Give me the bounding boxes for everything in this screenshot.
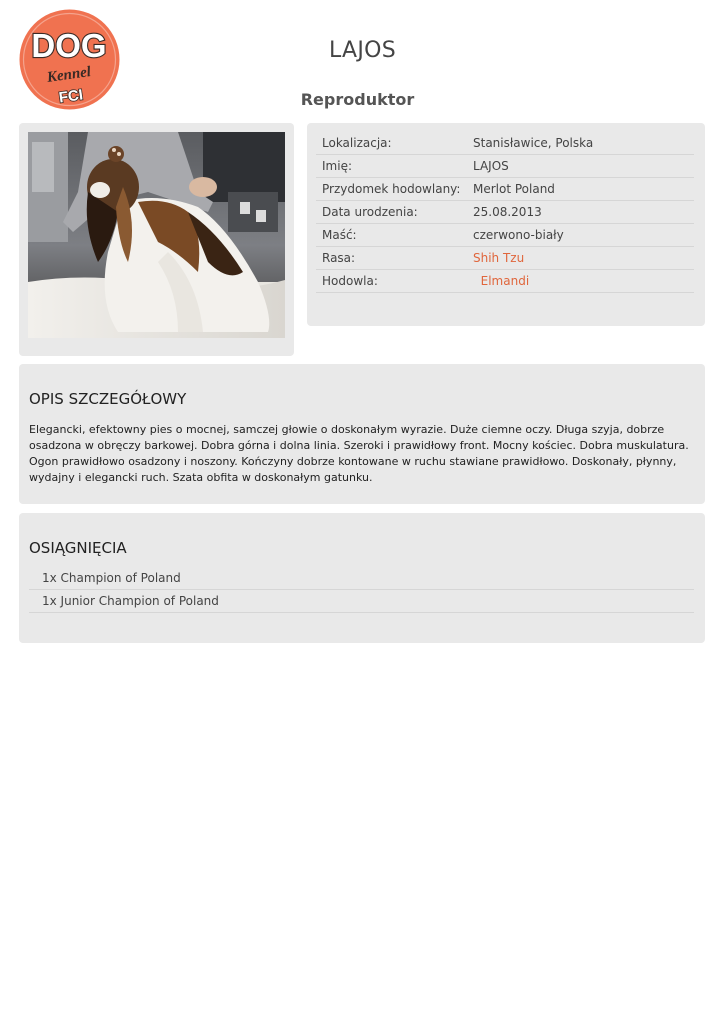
breed-link[interactable]: Shih Tzu bbox=[473, 251, 525, 265]
details-value: Merlot Poland bbox=[467, 178, 694, 201]
achievements-title: OSIĄGNIĘCIA bbox=[29, 539, 127, 557]
page-subtitle: Reproduktor bbox=[300, 90, 415, 109]
details-value bbox=[467, 247, 694, 270]
achievements-panel bbox=[19, 513, 705, 643]
details-row-kennel-name bbox=[316, 178, 694, 201]
details-label: Imię: bbox=[316, 155, 467, 178]
achievement-item: 1x Junior Champion of Poland bbox=[29, 590, 694, 613]
details-label: Lokalizacja: bbox=[316, 132, 467, 155]
description-panel bbox=[19, 364, 705, 504]
details-panel bbox=[307, 123, 705, 326]
details-value: Stanisławice, Polska bbox=[467, 132, 694, 155]
description-text: Elegancki, efektowny pies o mocnej, samczej głowie o doskonałym wyrazie. Duże ciemne oczy. Długa szyja, dobrze osadzona w obręczy barkowej. Dobra górna i dolna linia. Szeroki i prawidłowy front. Mocny kościec. Dobra muskulatura. Ogon prawidłowo osadzony i noszony. Kończyny dobrze kontowane w ruchu stawiane prawidłowo. Doskonały, płynny, wydajny i elegancki ruch. Szata obfita w doskonałym gatunku. bbox=[29, 423, 689, 484]
details-row-breed bbox=[316, 247, 694, 270]
details-value: LAJOS bbox=[467, 155, 694, 178]
details-row-location bbox=[316, 132, 694, 155]
description-title: OPIS SZCZEGÓŁOWY bbox=[29, 390, 187, 408]
logo-text-middle: Kennel bbox=[46, 64, 92, 86]
details-label: Data urodzenia: bbox=[316, 201, 467, 224]
details-row-color bbox=[316, 224, 694, 247]
logo-text-top: DOG bbox=[31, 27, 107, 64]
details-row-birth-date bbox=[316, 201, 694, 224]
details-label: Rasa: bbox=[316, 247, 467, 270]
photo-panel bbox=[19, 123, 294, 356]
details-value bbox=[467, 270, 694, 293]
kennel-link[interactable]: Elmandi bbox=[480, 274, 530, 288]
details-row-name bbox=[316, 155, 694, 178]
logo-text-bottom: FCI bbox=[57, 86, 85, 107]
page-title: LAJOS bbox=[328, 38, 397, 63]
details-row-kennel bbox=[316, 270, 694, 293]
details-label: Maść: bbox=[316, 224, 467, 247]
details-label: Hodowla: bbox=[316, 270, 467, 293]
achievement-item: 1x Champion of Poland bbox=[29, 567, 694, 590]
details-value: czerwono-biały bbox=[467, 224, 694, 247]
details-value: 25.08.2013 bbox=[467, 201, 694, 224]
achievements-list bbox=[29, 567, 694, 613]
details-table bbox=[316, 132, 694, 293]
dog-photo[interactable] bbox=[28, 132, 285, 338]
details-label: Przydomek hodowlany: bbox=[316, 178, 467, 201]
